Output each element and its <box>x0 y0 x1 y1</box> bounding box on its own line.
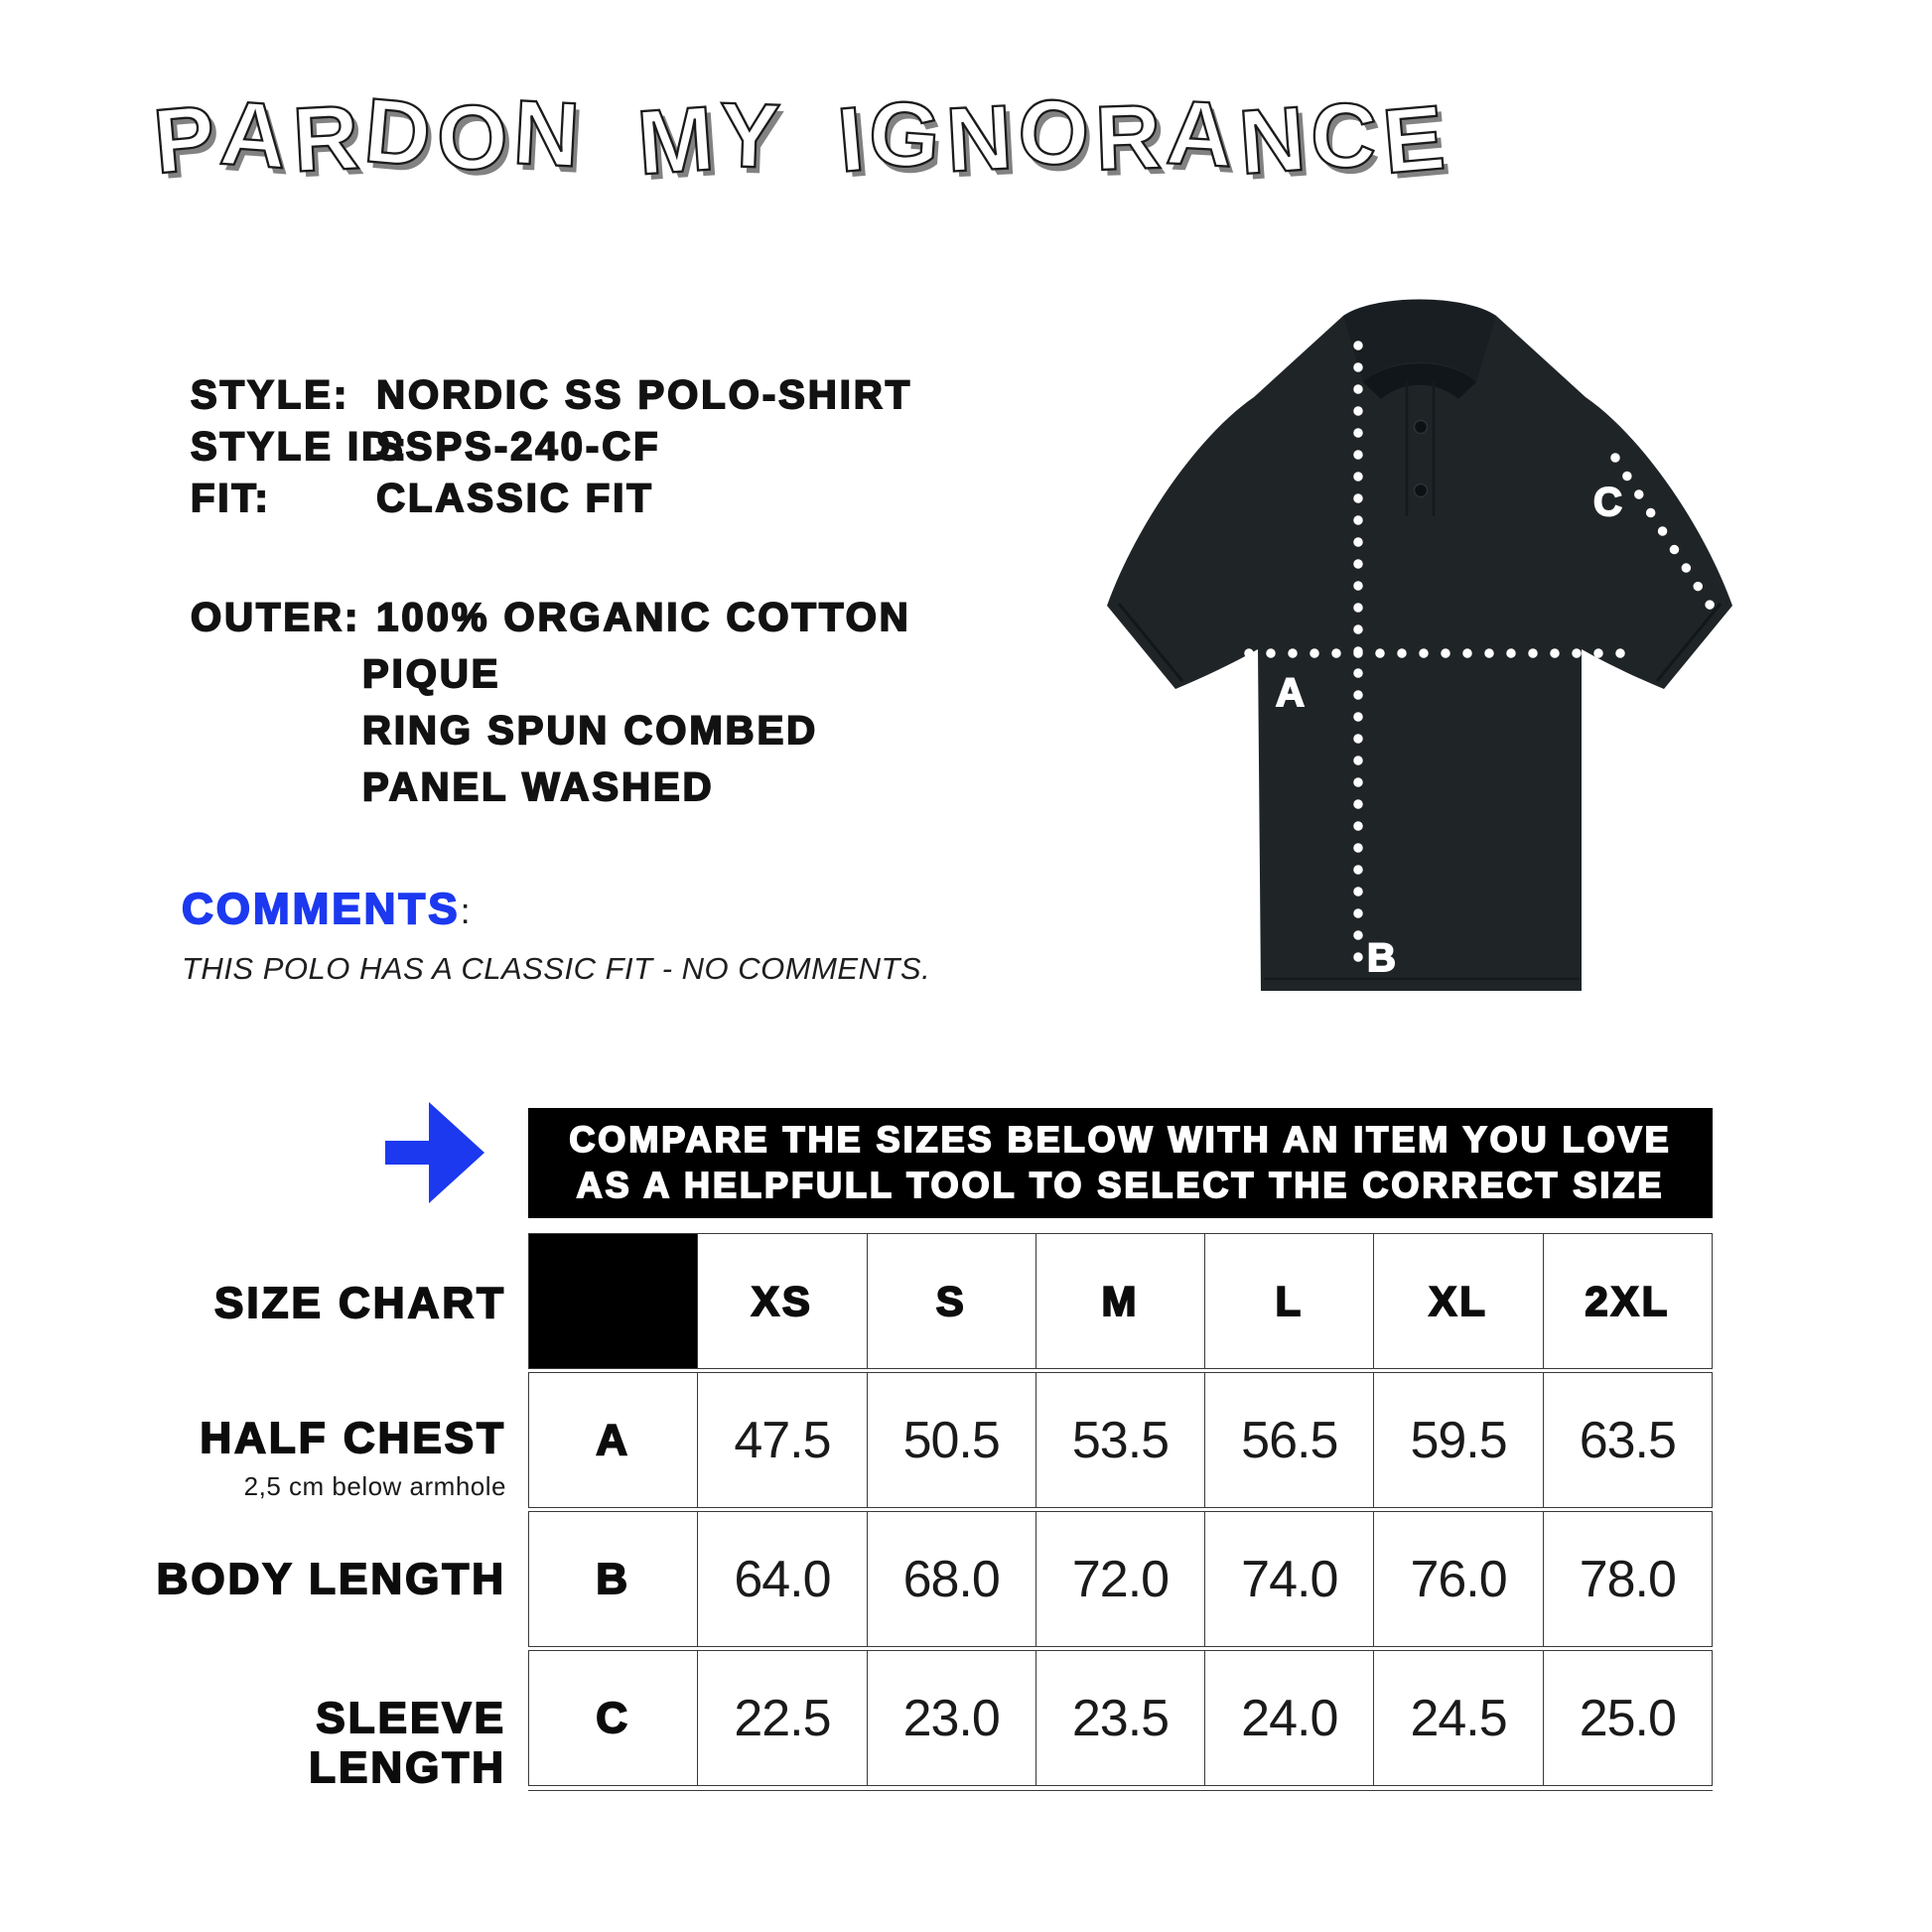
comments-section <box>182 884 930 987</box>
value: 72.0 <box>1071 1550 1170 1608</box>
size-help-banner <box>528 1108 1713 1218</box>
collar-button-bottom <box>1415 484 1428 497</box>
size-xl: XL <box>1429 1277 1488 1324</box>
header-corner-cell <box>529 1234 698 1368</box>
body-length-label-text: BODY LENGTH <box>156 1555 506 1603</box>
row-label-half-chest <box>149 1414 506 1463</box>
size-chart-title-text: SIZE CHART <box>214 1279 506 1327</box>
size-chart-title <box>149 1279 506 1328</box>
body-length-xs <box>698 1512 867 1646</box>
half-chest-note: 2,5 cm below armhole <box>243 1471 506 1501</box>
value: 64.0 <box>734 1550 831 1608</box>
value: 78.0 <box>1579 1550 1676 1608</box>
body-length-m <box>1036 1512 1205 1646</box>
outer-line-1: 100% ORGANIC COTTON <box>376 596 911 639</box>
letter-cell-b <box>529 1512 698 1646</box>
outer-row <box>191 590 912 646</box>
style-label: STYLE: <box>191 373 350 417</box>
half-chest-row <box>528 1372 1713 1508</box>
logo-letter: I <box>833 88 868 192</box>
banner-line-1: COMPARE THE SIZES BELOW WITH AN ITEM YOU LOVE <box>569 1119 1672 1160</box>
body-length-xl <box>1374 1512 1543 1646</box>
value: 56.5 <box>1241 1411 1338 1469</box>
brand-logo <box>149 66 1449 209</box>
body-length-2xl <box>1544 1512 1712 1646</box>
comments-label: COMMENTS <box>182 885 461 933</box>
value: 76.0 <box>1410 1550 1507 1608</box>
logo-letter: R <box>1093 85 1164 191</box>
value: 24.5 <box>1410 1689 1507 1747</box>
measure-label-b: B <box>1367 936 1399 980</box>
logo-letter: C <box>1309 83 1379 189</box>
outer-label: OUTER: <box>191 596 361 639</box>
size-header-row <box>528 1233 1713 1369</box>
value: 23.0 <box>902 1689 1000 1747</box>
size-s: S <box>935 1277 967 1324</box>
style-id-label: STYLE ID: <box>191 425 410 469</box>
style-value: NORDIC SS POLO-SHIRT <box>376 373 913 417</box>
logo-letter: P <box>149 86 219 194</box>
shirt-body-shape <box>1107 303 1732 991</box>
table-bottom-rule <box>528 1790 1713 1791</box>
logo-letter: O <box>434 85 510 191</box>
letter-a: A <box>596 1415 631 1464</box>
value: 74.0 <box>1241 1550 1338 1608</box>
letter-b: B <box>596 1554 631 1603</box>
header-cell-l <box>1205 1234 1374 1368</box>
value: 22.5 <box>734 1689 831 1747</box>
outer-line-4: PANEL WASHED <box>362 765 715 809</box>
value: 47.5 <box>734 1411 831 1469</box>
value: 25.0 <box>1579 1689 1676 1747</box>
header-cell-xs <box>698 1234 867 1368</box>
value: 63.5 <box>1579 1411 1676 1469</box>
letter-cell-c <box>529 1651 698 1785</box>
value: 50.5 <box>902 1411 1000 1469</box>
outer-line-2: PIQUE <box>362 652 501 696</box>
polo-shirt-illustration <box>1105 286 1734 998</box>
sleeve-length-l <box>1205 1651 1374 1785</box>
comments-colon: : <box>460 891 471 931</box>
sleeve-length-xl <box>1374 1651 1543 1785</box>
size-chart-table <box>528 1233 1713 1789</box>
logo-letter: R <box>290 86 361 192</box>
collar-button-top <box>1415 421 1428 434</box>
logo-letter: O <box>1014 79 1094 187</box>
value: 68.0 <box>902 1550 1000 1608</box>
size-l: L <box>1275 1277 1305 1324</box>
logo-letter: N <box>510 81 583 187</box>
outer-line-3: RING SPUN COMBED <box>362 709 819 753</box>
logo-letter: M <box>633 87 718 195</box>
comments-text: THIS POLO HAS A CLASSIC FIT - NO COMMENTS. <box>182 951 931 986</box>
logo-letter: D <box>360 79 436 187</box>
comments-heading <box>182 884 930 937</box>
logo-letter: N <box>943 86 1016 192</box>
value: 23.5 <box>1071 1689 1170 1747</box>
letter-cell-a <box>529 1373 698 1507</box>
logo-letter: G <box>866 81 944 189</box>
body-length-s <box>868 1512 1036 1646</box>
sleeve-length-s <box>868 1651 1036 1785</box>
body-length-row <box>528 1511 1713 1647</box>
banner-line-2: AS A HELPFULL TOOL TO SELECT THE CORRECT SIZE <box>576 1165 1665 1205</box>
half-chest-m <box>1036 1373 1205 1507</box>
half-chest-s <box>868 1373 1036 1507</box>
style-id-row <box>191 421 912 473</box>
half-chest-label-text: HALF CHEST <box>200 1414 506 1462</box>
half-chest-xs <box>698 1373 867 1507</box>
style-row <box>191 369 912 421</box>
sleeve-length-m <box>1036 1651 1205 1785</box>
fit-value: CLASSIC FIT <box>376 477 654 520</box>
logo-letter: E <box>1378 86 1449 194</box>
header-cell-xl <box>1374 1234 1543 1368</box>
logo-letter: Y <box>717 83 782 189</box>
sleeve-length-2xl <box>1544 1651 1712 1785</box>
fit-row <box>191 473 912 524</box>
size-m: M <box>1101 1277 1140 1324</box>
logo-letter: N <box>1235 87 1309 195</box>
row-label-sleeve-length <box>149 1694 506 1793</box>
half-chest-l <box>1205 1373 1374 1507</box>
arrow-right-icon <box>385 1096 486 1209</box>
half-chest-2xl <box>1544 1373 1712 1507</box>
size-2xl: 2XL <box>1585 1277 1671 1324</box>
polo-shirt-diagram <box>1105 286 1734 998</box>
value: 24.0 <box>1241 1689 1338 1747</box>
value: 53.5 <box>1071 1411 1170 1469</box>
sleeve-length-xs <box>698 1651 867 1785</box>
header-cell-m <box>1036 1234 1205 1368</box>
sleeve-length-label-text: SLEEVE LENGTH <box>309 1694 506 1792</box>
logo-letter: A <box>217 81 291 189</box>
fit-label: FIT: <box>191 477 271 520</box>
half-chest-xl <box>1374 1373 1543 1507</box>
style-id-value: SSPS-240-CF <box>376 425 661 469</box>
product-info <box>191 369 912 816</box>
sleeve-length-row <box>528 1650 1713 1786</box>
letter-c: C <box>596 1693 631 1742</box>
value: 59.5 <box>1410 1411 1507 1469</box>
measure-label-c: C <box>1593 481 1625 524</box>
measure-label-a: A <box>1276 671 1308 715</box>
body-length-l <box>1205 1512 1374 1646</box>
header-cell-s <box>868 1234 1036 1368</box>
logo-letter: A <box>1164 81 1236 187</box>
row-label-body-length <box>149 1555 506 1604</box>
size-xs: XS <box>751 1277 813 1324</box>
header-cell-2xl <box>1544 1234 1712 1368</box>
